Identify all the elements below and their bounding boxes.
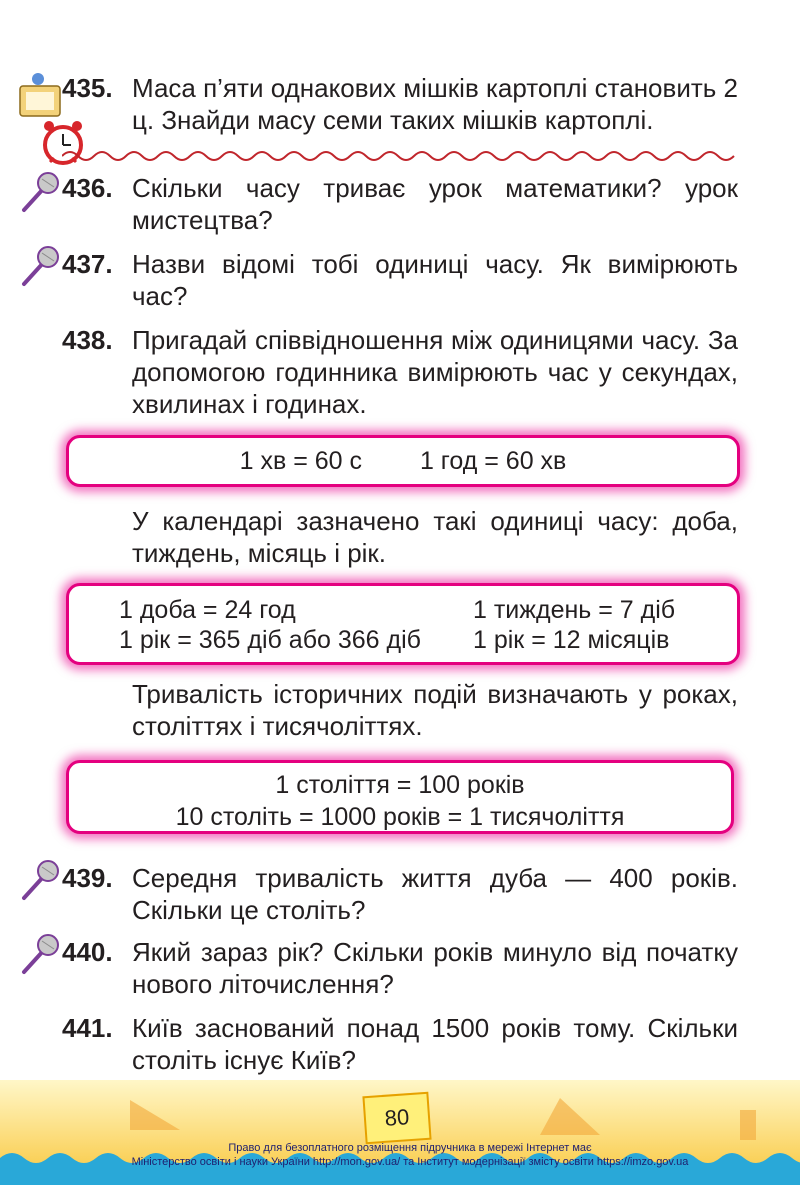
page-number: 80: [362, 1092, 431, 1144]
task-text: Середня тривалість життя дуба — 400 років. Скільки це століть?: [132, 863, 738, 925]
copyright-line-1: Право для безоплатного розміщення підручника в мережі Інтернет має: [228, 1142, 592, 1154]
formula-century: 1 століття = 100 років: [275, 771, 525, 799]
task-number: 441.: [62, 1013, 113, 1043]
history-paragraph: Тривалість історичних подій визначають у роках, століттях і тисячоліттях.: [132, 679, 738, 741]
task-text: Маса п’яти однакових мішків картоплі становить 2 ц. Знайди масу семи таких мішків картоплі.: [132, 73, 738, 135]
task-435: [62, 72, 738, 136]
task-text: Скільки часу триває урок математики? урок мистецтва?: [132, 173, 738, 235]
task-440: [62, 936, 738, 1000]
time-units-box-1: [66, 435, 740, 487]
task-text: Київ заснований понад 1500 років тому. Скільки століть існує Київ?: [132, 1013, 738, 1075]
formula-year-months: 1 рік = 12 місяців: [473, 626, 670, 654]
task-436: [62, 172, 738, 236]
formula-minute: 1 хв = 60 с: [239, 447, 363, 475]
time-units-box-2: [66, 583, 740, 665]
microphone-icon: [18, 932, 62, 976]
task-441: [62, 1012, 738, 1076]
time-units-box-3: [66, 760, 734, 834]
wavy-divider: [62, 148, 738, 164]
task-text: Назви відомі тобі одиниці часу. Як вимірюють час?: [132, 249, 738, 311]
task-number: 439.: [62, 863, 113, 893]
formula-hour: 1 год = 60 хв: [419, 447, 567, 475]
formula-day: 1 доба = 24 год: [119, 596, 296, 624]
task-number: 437.: [62, 249, 113, 279]
task-438: [62, 324, 738, 420]
task-text: Який зараз рік? Скільки років минуло від початку нового літочислення?: [132, 937, 738, 999]
formula-millennium: 10 століть = 1000 років = 1 тисячоліття: [175, 803, 625, 831]
task-number: 438.: [62, 325, 113, 355]
task-text: Пригадай співвідношення між одиницями часу. За допомогою годинника вимірюють час у секундах, хвилинах і годинах.: [132, 325, 738, 419]
calendar-paragraph: У календарі зазначено такі одиниці часу: доба, тиждень, місяць і рік.: [132, 506, 738, 568]
homework-icon: [14, 72, 64, 122]
task-number: 436.: [62, 173, 113, 203]
task-437: [62, 248, 738, 312]
copyright-line-2: Міністерство освіти і науки України http://mon.gov.ua/ та Інститут модернізації змісту освіти https://imzo.gov.ua: [131, 1156, 689, 1168]
task-439: [62, 862, 738, 926]
microphone-icon: [18, 858, 62, 902]
microphone-icon: [18, 244, 62, 288]
formula-year-days: 1 рік = 365 діб або 366 діб: [119, 626, 421, 654]
task-number: 435.: [62, 73, 113, 103]
microphone-icon: [18, 170, 62, 214]
formula-week: 1 тиждень = 7 діб: [473, 596, 676, 624]
task-number: 440.: [62, 937, 113, 967]
